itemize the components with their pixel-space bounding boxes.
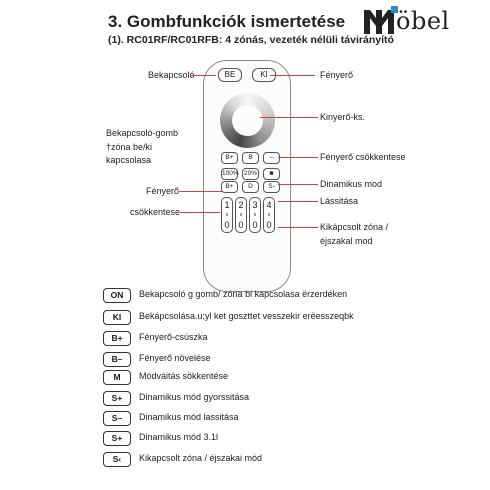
legend-key: S+ xyxy=(103,391,131,406)
legend-text: Bekápcsolása.u;yl ket goszttet vesszekir erëesszeqbk xyxy=(139,311,354,321)
callout-line xyxy=(278,157,318,158)
zone-4-buttons[interactable]: 4 x 0 xyxy=(263,197,275,233)
legend-text: Módváitás sökkentése xyxy=(139,371,229,381)
callout-brightness-down: Fényerő csökkentese xyxy=(320,152,406,162)
b-plus-button[interactable]: B+ xyxy=(221,181,238,193)
on-button[interactable]: BE xyxy=(218,68,242,82)
callout-line xyxy=(180,212,220,213)
callout-zone-off: Kikápcsolt zóna / xyxy=(320,222,389,232)
zone-3-buttons[interactable]: 3 x 0 xyxy=(249,197,261,233)
dynamic-mode-button[interactable]: D xyxy=(242,181,259,193)
legend-text: Bekapcsoló g gomb/ zóna bi kapcsolasa ërzerdéken xyxy=(139,289,348,299)
legend-text: Fényerő-csúszka xyxy=(139,332,208,342)
page-title: 3. Gombfunkciók ismertetése xyxy=(108,12,346,31)
callout-wheel: Kinyerő-ks. xyxy=(320,112,366,122)
callout-on: Bekapcsoló xyxy=(148,70,195,80)
stop-button[interactable]: ■ xyxy=(263,168,280,180)
callout-zone-switch: kapcsolasa xyxy=(106,155,152,165)
callout-night-mode: éjszakal mod xyxy=(320,236,373,246)
callout-brightness-left: Fényerő- xyxy=(146,186,183,196)
speed-down-button[interactable]: S- xyxy=(263,181,280,193)
callout-off: Fényerő xyxy=(320,70,354,80)
legend-key: B+ xyxy=(103,331,131,346)
minus-button[interactable]: – xyxy=(263,152,280,164)
legend-key: S– xyxy=(103,411,131,426)
legend-text: Dinamikus mód 3.1l xyxy=(139,432,219,442)
legend-key: S‹ xyxy=(103,452,131,467)
callout-line xyxy=(278,201,318,202)
legend-text: Kikapcsolt zóna / éjszakai mód xyxy=(139,453,263,463)
legend-key: ON xyxy=(103,288,131,303)
legend-text: Dinamikus mód lassitása xyxy=(139,412,239,422)
full-brightness-button[interactable]: 100% xyxy=(221,168,238,180)
legend-key: S+ xyxy=(103,431,131,446)
legend-key: B– xyxy=(103,352,131,367)
legend-key: KI xyxy=(103,310,131,325)
callout-line xyxy=(190,75,216,76)
callout-slowdown: Lássitása xyxy=(320,196,359,206)
callout-zone-button: Bekapcsoló-gomb xyxy=(106,128,179,138)
legend-text: Fényerő növelése xyxy=(139,353,211,363)
logo-text: öbel xyxy=(396,7,450,35)
mobel-logo xyxy=(362,6,398,36)
legend-text: Dinamikus mód gyorssitása xyxy=(139,392,250,402)
callout-line xyxy=(180,191,222,192)
brightness-up-button[interactable]: B+ xyxy=(221,152,238,164)
callout-line xyxy=(270,75,315,76)
remote-control xyxy=(203,60,291,292)
callout-line xyxy=(278,227,318,228)
color-wheel[interactable] xyxy=(220,93,275,148)
callout-line xyxy=(260,117,318,118)
zone-1-buttons[interactable]: 1 x 0 xyxy=(221,197,233,233)
off-button[interactable]: KI xyxy=(252,68,276,82)
zone-2-buttons[interactable]: 2 x 0 xyxy=(235,197,247,233)
page-subtitle: (1). RC01RF/RC01RFB: 4 zónás, vezeték nélüli távirányító xyxy=(108,34,394,46)
b-button[interactable]: B xyxy=(242,152,259,164)
low-brightness-button[interactable]: 20% xyxy=(242,168,259,180)
callout-zone-toggle: †zóna be/ki xyxy=(106,142,153,152)
legend-key: M xyxy=(103,370,131,385)
callout-decrease-left: csökkentese xyxy=(130,207,181,217)
callout-dynamic-mode: Dinamikus mod xyxy=(320,179,383,189)
callout-line xyxy=(278,184,318,185)
